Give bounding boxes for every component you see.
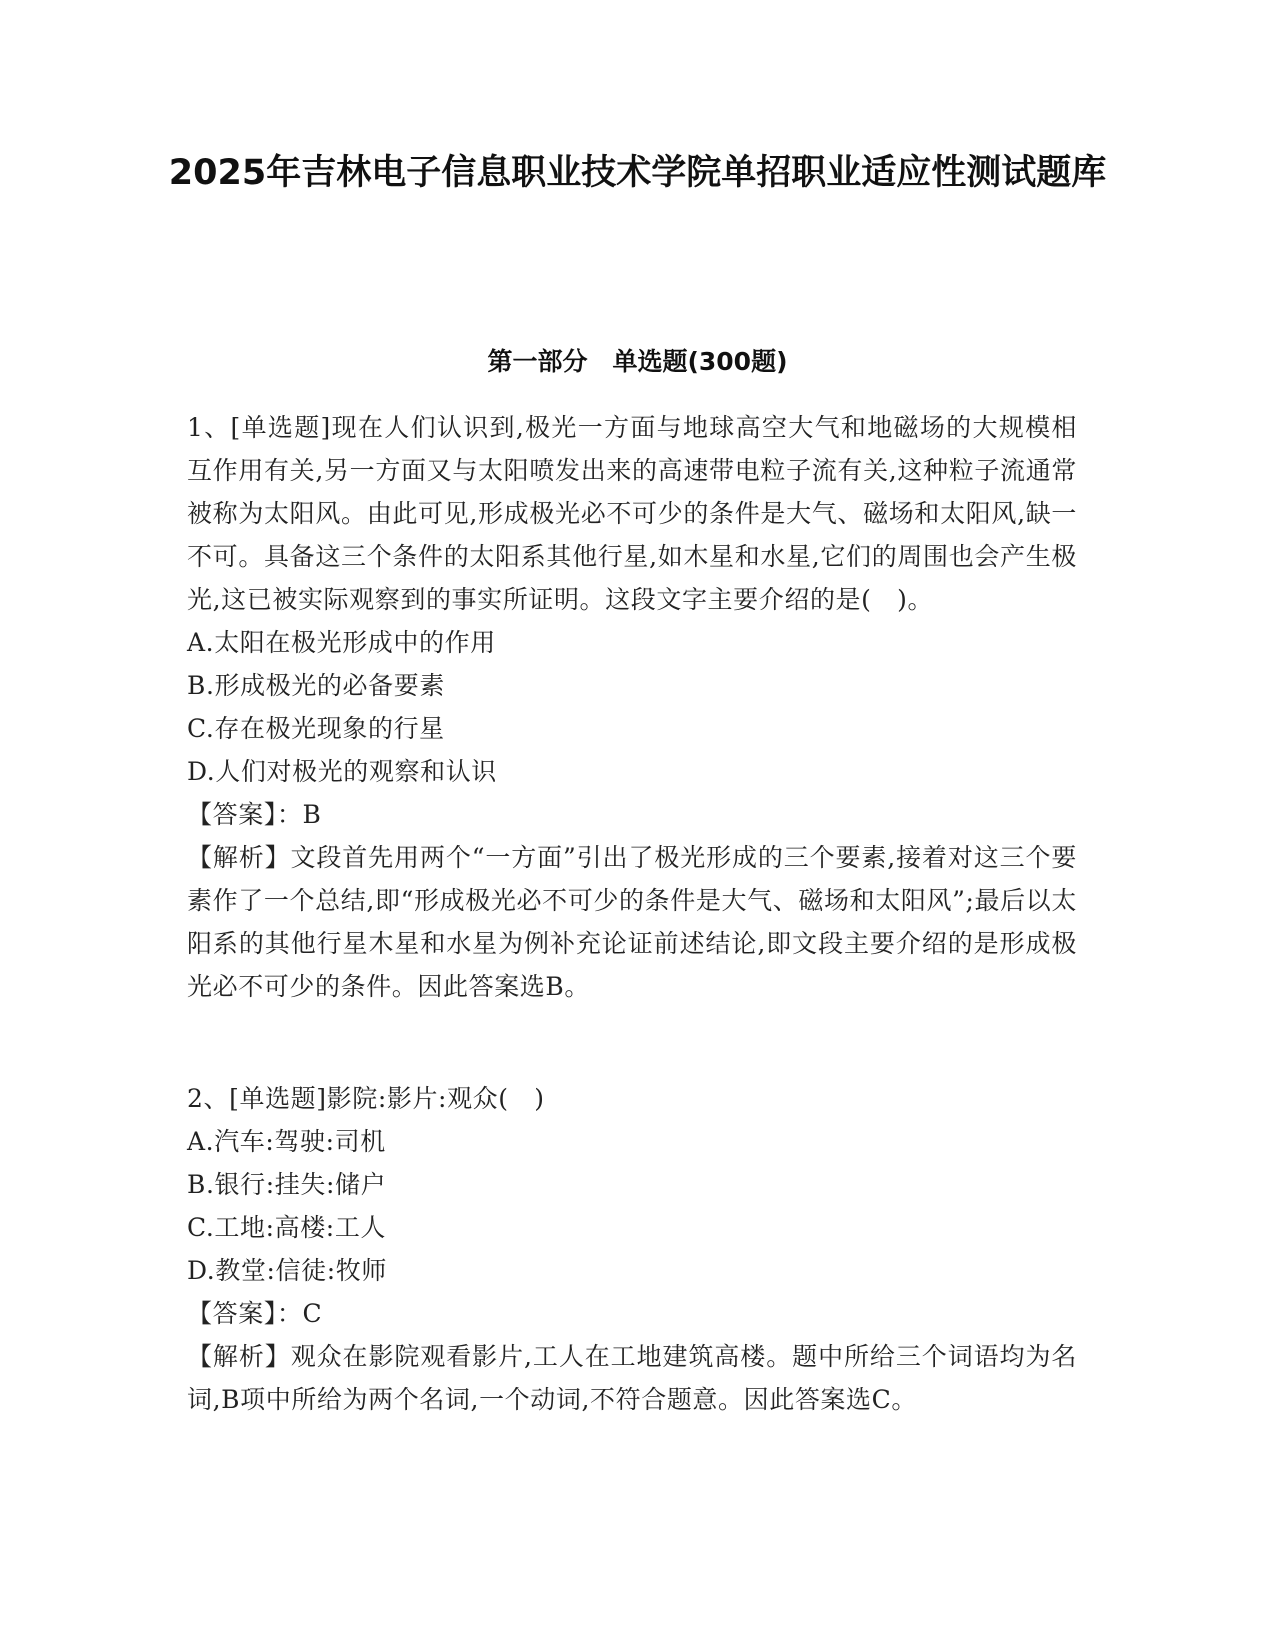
question-text: 现在人们认识到,极光一方面与地球高空大气和地磁场的大规模相互作用有关,另一方面又与太阳喷发出来的高速带电粒子流有关,这种粒子流通常被称为太阳风。由此可见,形成极光必不可少的条件是大气、磁场和太阳风,缺一不可。具备这三个条件的太阳系其他行星,如木星和水星,它们的周围也会产生极光,这已被实际观察到的事实所证明。这段文字主要介绍的是( )。 <box>187 413 1077 614</box>
document-title: 2025年吉林电子信息职业技术学院单招职业适应性测试题库 <box>168 153 1107 193</box>
option-d: D.人们对极光的观察和认识 <box>187 757 497 786</box>
analysis-text: 观众在影院观看影片,工人在工地建筑高楼。题中所给三个词语均为名词,B项中所给为两个名词,一个动词,不符合题意。因此答案选C。 <box>187 1342 1077 1414</box>
analysis-label: 【解析】 <box>187 843 291 872</box>
question-1 <box>187 406 1077 1008</box>
question-stem <box>187 406 1077 621</box>
answer-label: 【答案】： <box>187 800 303 829</box>
option-a: A.太阳在极光形成中的作用 <box>187 628 496 657</box>
question-2 <box>187 1077 1077 1421</box>
answer-label: 【答案】： <box>187 1299 303 1328</box>
option-d: D.教堂:信徒:牧师 <box>187 1256 387 1285</box>
analysis-label: 【解析】 <box>187 1342 291 1371</box>
option-b: B.银行:挂失:储户 <box>187 1170 387 1199</box>
analysis <box>187 1335 1077 1421</box>
option-c: C.存在极光现象的行星 <box>187 714 445 743</box>
option-a: A.汽车:驾驶:司机 <box>187 1127 386 1156</box>
analysis-text: 文段首先用两个“一方面”引出了极光形成的三个要素,接着对这三个要素作了一个总结,即“形成极光必不可少的条件是大气、磁场和太阳风”;最后以太阳系的其他行星木星和水星为例补充论证前述结论,即文段主要介绍的是形成极光必不可少的条件。因此答案选B。 <box>187 843 1077 1001</box>
question-text: 影院:影片:观众( ) <box>326 1084 545 1113</box>
analysis <box>187 836 1077 1008</box>
question-type: [单选题] <box>229 1084 327 1113</box>
answer-line <box>187 793 1077 836</box>
question-number: 1、 <box>187 413 231 442</box>
answer-line <box>187 1292 1077 1335</box>
answer-value: B <box>302 800 322 829</box>
option-c: C.工地:高楼:工人 <box>187 1213 387 1242</box>
section-title: 第一部分 单选题(300题) <box>487 347 788 376</box>
question-type: [单选题] <box>230 413 331 442</box>
option-b: B.形成极光的必备要素 <box>187 671 445 700</box>
question-stem <box>187 1077 1077 1120</box>
question-number: 2、 <box>187 1084 230 1113</box>
answer-value: C <box>302 1299 323 1328</box>
